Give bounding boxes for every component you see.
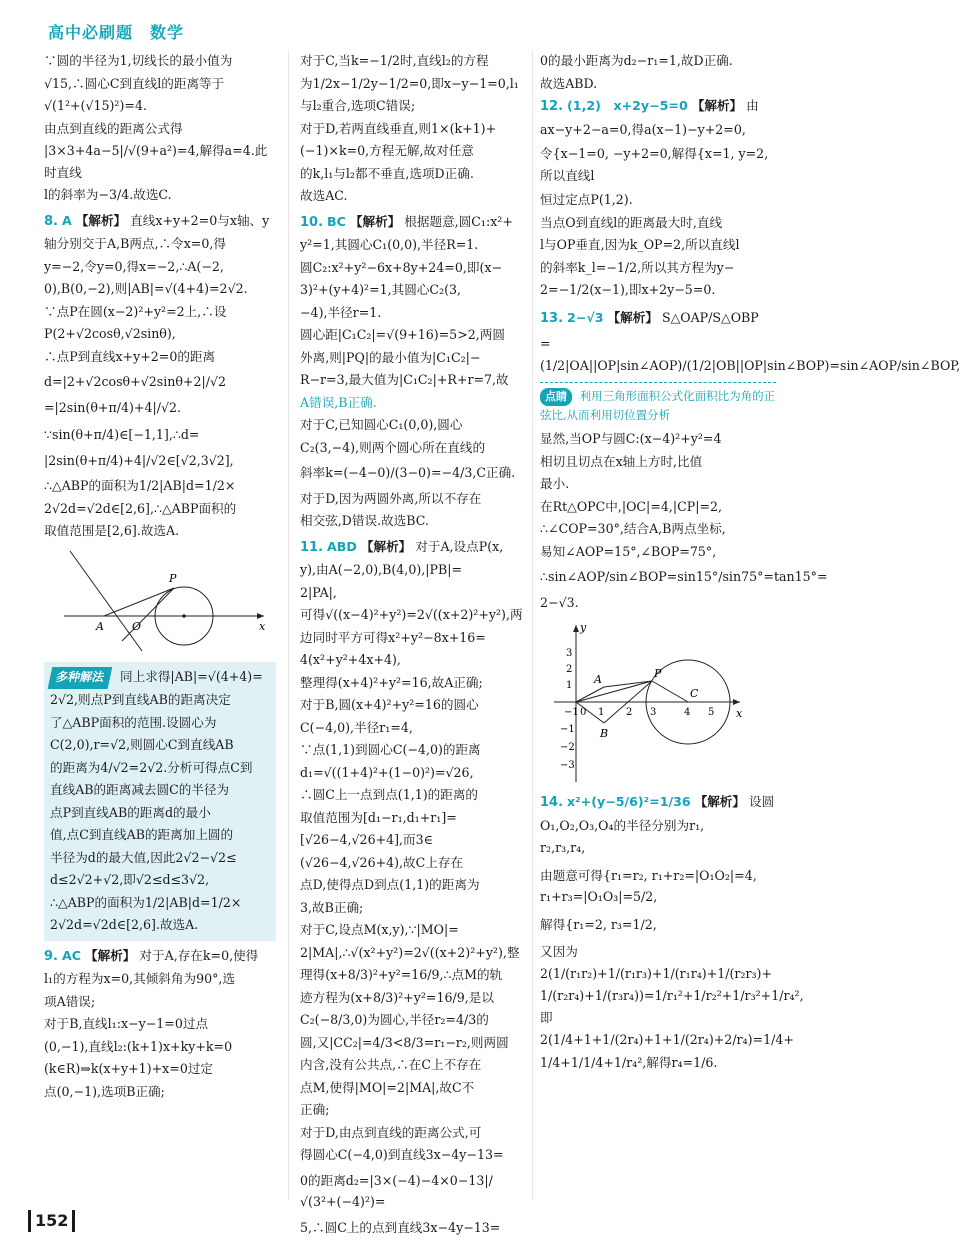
text-line: ∴∠COP=30°,结合A,B两点坐标, — [540, 521, 726, 536]
text-line: 同上求得|AB|=√(4+4)= — [120, 668, 263, 684]
formula-line: 斜率k=(−4−0)/(3−0)=−4/3,C正确. — [300, 465, 516, 480]
text-line: 对于D,因为两圆外离,所以不存在 — [300, 490, 482, 506]
text-line: 0),B(0,−2),则|AB|=√(4+4)=2√2. — [44, 281, 248, 296]
text-line: 点M,使得|MO|=2|MA|,故C不 — [300, 1079, 475, 1095]
tick-label: 3 — [650, 707, 657, 718]
center-point — [182, 614, 186, 618]
tip-box — [540, 382, 776, 424]
text-line: y²=1,其圆心C₁(0,0),半径R=1. — [300, 237, 479, 252]
text-line: 迹方程为(x+8/3)²+y²=16/9,是以 — [300, 989, 494, 1005]
text-line: 理得(x+8/3)²+y²=16/9,∴点M的轨 — [300, 967, 503, 982]
text-line: 3,故B正确; — [300, 899, 364, 915]
text-line: 整理得(x+4)²+y²=16,故A正确; — [300, 674, 483, 690]
answer-label: (1,2) x+2y−5=0 — [567, 98, 688, 113]
label-a: A — [594, 673, 602, 686]
text-line: 点(0,−1),选项B正确; — [44, 1083, 165, 1099]
text-line: 圆C₂:x²+y²−6x+8y+24=0,即(x− — [300, 259, 503, 275]
formula-line: 由题意可得{r₁=r₂, r₁+r₂=|O₁O₂|=4, r₁+r₃=|O₁O₃|=5/2, — [540, 867, 757, 904]
text-line: 对于C,设点M(x,y),∵|MO|= — [300, 922, 459, 937]
tip-tag: 点睛 — [540, 388, 572, 406]
tick-label: −1 — [564, 707, 579, 718]
figure-circle-line — [44, 546, 276, 656]
segment-pc — [652, 681, 688, 702]
q7-continuation — [44, 50, 276, 206]
label-x: x — [259, 619, 266, 633]
text-line: 0的最小距离为d₂−r₁=1,故D正确. — [540, 53, 733, 68]
text-line: 2√2d=√2d∈[2,6],∴△ABP面积的 — [44, 500, 237, 516]
text-line: y),由A(−2,0),B(4,0),|PB|= — [300, 562, 463, 577]
column-right — [540, 50, 960, 1074]
text-line: 在Rt△OPC中,|OC|=4,|CP|=2, — [540, 498, 723, 514]
question-12 — [540, 95, 776, 301]
text-line: 点D,使得点D到点(1,1)的距离为 — [300, 877, 480, 892]
text-line: 相切且切点在x轴上方时,比值 — [540, 453, 703, 469]
answer-label: x²+(y−5/6)²=1/36 — [567, 794, 691, 809]
question-number: 12. — [540, 99, 564, 114]
x-axis-arrow — [257, 613, 264, 619]
formula-line: 1/(r₂r₄)+1/(r₃r₄))=1/r₁²+1/r₂²+1/r₃²+1/r₄²,即 — [540, 988, 804, 1025]
text-line: l的斜率为−3/4.故选C. — [44, 187, 172, 202]
question-number: 8. — [44, 213, 58, 229]
text-line: 正确; — [300, 1102, 330, 1117]
text-line: (√26−4,√26+4),故C上存在 — [300, 854, 464, 870]
text-line: O₁,O₂,O₃,O₄的半径分别为r₁, — [540, 817, 705, 833]
segment-oa — [576, 687, 604, 702]
text-line: 2√2d=√2d∈[2,6].故选A. — [50, 917, 199, 932]
q9-continuation — [300, 50, 524, 207]
text-line: 2=−1/2(x−1),即x+2y−5=0. — [540, 282, 716, 297]
text-line: ∴△ABP的面积为1/2|AB|d=1/2× — [44, 478, 236, 493]
analysis-label: 【解析】 — [360, 538, 412, 554]
column-divider — [288, 50, 289, 1200]
tick-label: 2 — [566, 664, 573, 675]
text-line: P(2+√2cosθ,√2sinθ), — [44, 326, 176, 341]
text-line: 2|MA|,∴√(x²+y²)=2√((x+2)²+y²),整 — [300, 944, 520, 960]
text-line: d≤2√2+√2,即√2≤d≤3√2, — [50, 872, 210, 887]
text-line: 内含,没有公共点,∴在C上不存在 — [300, 1057, 482, 1072]
text-line: A错误,B正确. — [300, 394, 377, 410]
text-line: l₁的方程为x=0,其倾斜角为90°,选 — [44, 971, 236, 986]
text-line: 由 — [746, 98, 759, 113]
text-line: 故选ABD. — [540, 75, 598, 91]
tick-label: −2 — [560, 742, 575, 753]
analysis-label: 【解析】 — [75, 212, 127, 228]
q11-continuation — [540, 50, 776, 94]
tick-label: 0 — [580, 707, 587, 718]
tick-label: 2 — [626, 707, 633, 718]
tangent-line — [104, 588, 174, 616]
analysis-label: 【解析】 — [85, 947, 136, 963]
question-number: 9. — [44, 948, 58, 964]
answer-label: A — [62, 212, 72, 228]
text-line: 对于B,直线l₁:x−y−1=0过点 — [44, 1016, 209, 1031]
text-line: 2√2,则点P到直线AB的距离决定 — [50, 692, 231, 707]
tick-label: −1 — [560, 724, 575, 735]
label-y: y — [580, 621, 587, 634]
analysis-label: 【解析】 — [607, 309, 658, 325]
text-line: 显然,当OP与圆C:(x−4)²+y²=4 — [540, 431, 722, 446]
question-14 — [540, 791, 804, 1073]
text-line: 由点到直线的距离公式得 — [44, 120, 183, 136]
tick-label: 3 — [566, 648, 573, 659]
text-line: 对于D,由点到直线的距离公式,可 — [300, 1124, 482, 1140]
text-line: C(−4,0),半径r₁=4, — [300, 719, 413, 735]
text-line: 2−√3. — [540, 594, 579, 610]
text-line: (0,−1),直线l₂:(k+1)x+ky+k=0 — [44, 1038, 233, 1054]
text-line: 取值范围为[d₁−r₁,d₁+r₁]= — [300, 809, 457, 825]
tip-text: 利用三角形面积公式化面积比为角的正弦比,从而利用切位置分析 — [540, 389, 776, 422]
formula-line: 令{x−1=0, −y+2=0,解得{x=1, y=2,所以直线l — [540, 146, 769, 183]
text-line: 设圆 — [749, 794, 775, 809]
formula-line: 1/4+1/1/4+1/r₄²,解得r₄=1/6. — [540, 1054, 718, 1070]
text-line: 3)²+(y+4)²=1,其圆心C₂(3, — [300, 282, 462, 297]
figure-q13-graph — [540, 617, 776, 787]
text-line: 半径为d的最大值,因此2√2−√2≤ — [50, 849, 237, 865]
text-line: 值,点C到直线AB的距离加上圆的 — [50, 827, 234, 842]
text-line: |3×3+4a−5|/√(9+a²)=4,解得a=4.此时直线 — [44, 143, 268, 180]
text-line: 直线AB的距离减去圆C的半径为 — [50, 782, 230, 797]
line-ab — [70, 551, 142, 651]
text-line: 的斜率k_l=−1/2,所以其方程为y− — [540, 259, 735, 275]
text-line: 得圆心C(−4,0)到直线3x−4y−13= — [300, 1147, 504, 1162]
text-line: 对于A,存在k=0,使得 — [139, 947, 259, 963]
text-line: (−1)×k=0,方程无解,故对任意 — [300, 143, 474, 158]
question-number: 14. — [540, 795, 564, 810]
text-line: ∵点(1,1)到圆心C(−4,0)的距离 — [300, 742, 481, 757]
text-line: R−r=3,最大值为|C₁C₂|+R+r=7,故 — [300, 372, 509, 387]
text-line: C₂(−8/3,0)为圆心,半径r₂=4/3的 — [300, 1012, 489, 1027]
analysis-label: 【解析】 — [349, 213, 401, 229]
alternative-solution-box — [44, 662, 276, 941]
formula-line: 0的距离d₂=|3×(−4)−4×0−13|/√(3²+(−4)²)= — [300, 1172, 493, 1209]
text-line: 可得√((x−4)²+y²)=2√((x+2)²+y²),两 — [300, 607, 523, 622]
tick-label: 1 — [598, 707, 605, 718]
text-line: 对于D,若两直线垂直,则1×(k+1)+ — [300, 120, 497, 136]
text-line: l与OP垂直,因为k_OP=2,所以直线l — [540, 237, 740, 252]
question-9 — [44, 945, 276, 1103]
question-number: 10. — [300, 214, 324, 230]
text-line: 恒过定点P(1,2). — [540, 192, 633, 207]
text-line: r₂,r₃,r₄, — [540, 840, 586, 855]
text-line: 点P到直线AB的距离d的最小 — [50, 804, 211, 820]
x-axis-arrow — [733, 699, 740, 705]
tangent-line — [122, 588, 174, 641]
y-axis-arrow — [573, 625, 579, 632]
page-header-title: 高中必刷题 数学 — [48, 23, 185, 42]
tick-label: 1 — [566, 680, 573, 691]
label-p: P — [169, 571, 177, 585]
text-line: 轴分别交于A,B两点,∴令x=0,得 — [44, 236, 226, 251]
label-b: B — [600, 727, 609, 740]
text-line: [√26−4,√26+4],而3∈ — [300, 832, 433, 847]
text-line: 圆,又|CC₂|=4/3<8/3=r₁−r₂,则两圆 — [300, 1034, 509, 1050]
text-line: C(2,0),r=√2,则圆心C到直线AB — [50, 737, 234, 752]
formula-line: |2sin(θ+π/4)+4|/√2∈[√2,3√2], — [44, 452, 234, 468]
text-line: ∴点P到直线x+y+2=0的距离 — [44, 348, 216, 364]
formula-line: ∴sin∠AOP/sin∠BOP=sin15°/sin75°=tan15°= — [540, 569, 828, 584]
text-line: 对于C,当k=−1/2时,直线l₂的方程 — [300, 53, 489, 68]
text-line: 项A错误; — [44, 993, 96, 1009]
label-o: O — [132, 619, 142, 633]
formula-line: d=|2+√2cosθ+√2sinθ+2|/√2 — [44, 374, 227, 389]
answer-label: ABD — [327, 538, 357, 554]
text-line: d₁=√((1+4)²+(1−0)²)=√26, — [300, 764, 474, 780]
text-line: ∵圆的半径为1,切线长的最小值为 — [44, 53, 233, 68]
formula-line: =|2sin(θ+π/4)+4|/√2. — [44, 399, 181, 415]
alternative-solution-tag: 多种解法 — [48, 667, 113, 689]
formula-line: =(1/2|OA||OP|sin∠AOP)/(1/2|OB||OP|sin∠BOP)=sin∠AOP/sin∠BOP, — [540, 336, 960, 373]
formula-line: S△OAP/S△OBP — [661, 309, 759, 325]
text-line: 直线x+y+2=0与x轴、y — [130, 212, 270, 228]
answer-label: AC — [62, 947, 81, 963]
text-line: −4),半径r=1. — [300, 304, 382, 320]
page-number: 152 — [28, 1210, 75, 1232]
label-p: P — [654, 667, 662, 680]
text-line: 的距离为4/√2=2√2.分析可得点C到 — [50, 759, 253, 775]
column-middle — [300, 50, 524, 1239]
text-line: (k∈R)⇒k(x+y+1)+x=0过定 — [44, 1061, 214, 1076]
tick-label: 5 — [708, 707, 715, 718]
text-line: ∵sin(θ+π/4)∈[−1,1],∴d= — [44, 427, 200, 442]
question-10 — [300, 211, 524, 532]
text-line: 边同时平方可得x²+y²−8x+16= — [300, 629, 486, 645]
text-line: 外离,则|PQ|的最小值为|C₁C₂|− — [300, 349, 481, 365]
text-line: C₂(3,−4),则两个圆心所在直线的 — [300, 439, 486, 455]
tick-label: 4 — [684, 707, 691, 718]
formula-line: 解得{r₁=2, r₃=1/2, — [540, 916, 657, 932]
question-number: 13. — [540, 310, 564, 326]
analysis-label: 【解析】 — [694, 794, 745, 809]
tick-label: −3 — [560, 760, 575, 771]
text-line: 根据题意,圆C₁:x²+ — [404, 213, 513, 229]
text-line: 圆心距|C₁C₂|=√(9+16)=5>2,两圆 — [300, 327, 505, 342]
question-11 — [300, 536, 524, 1239]
label-c: C — [690, 687, 699, 700]
text-line: 为1/2x−1/2y−1/2=0,即x−y−1=0,l₁ — [300, 75, 519, 91]
formula-line: 2(1/4+1+1/(2r₄)+1+1/(2r₄)+2/r₄)=1/4+ — [540, 1032, 794, 1047]
text-line: 对于C,已知圆心C₁(0,0),圆心 — [300, 417, 463, 432]
label-x: x — [736, 707, 743, 720]
text-line: y=−2,令y=0,得x=−2,∴A(−2, — [44, 258, 224, 274]
text-line: 的k,l₁与l₂都不垂直,选项D正确. — [300, 165, 474, 181]
text-line: √(1²+(√15)²)=4. — [44, 98, 147, 113]
text-line: 取值范围是[2,6].故选A. — [44, 523, 180, 538]
text-line: √15,∴圆心C到直线l的距离等于 — [44, 75, 225, 91]
text-line: 易知∠AOP=15°,∠BOP=75°, — [540, 543, 717, 559]
text-line: ∴△ABP的面积为1/2|AB|d=1/2× — [50, 894, 242, 910]
analysis-label: 【解析】 — [691, 98, 743, 113]
text-line: ∵点P在圆(x−2)²+y²=2上,∴设 — [44, 303, 227, 319]
question-number: 11. — [300, 539, 324, 555]
text-line: 当点O到直线l的距离最大时,直线 — [540, 214, 723, 230]
segment-ap — [604, 681, 652, 687]
text-line: 与l₂重合,选项C错误; — [300, 98, 416, 113]
column-left — [44, 50, 276, 1103]
text-line: ∴圆C上一点到点(1,1)的距离的 — [300, 787, 479, 802]
text-line: 对于B,圆(x+4)²+y²=16的圆心 — [300, 697, 479, 712]
text-line: 故选AC. — [300, 188, 348, 203]
text-line: 对于A,设点P(x, — [415, 538, 504, 554]
text-line: 最小. — [540, 476, 570, 491]
text-line: 了△ABP面积的范围.设圆心为 — [50, 714, 217, 730]
text-line: 相交弦,D错误.故选BC. — [300, 513, 429, 528]
question-8 — [44, 210, 276, 542]
answer-label: BC — [327, 213, 346, 229]
label-a: A — [96, 619, 104, 633]
text-line: ax−y+2−a=0,得a(x−1)−y+2=0, — [540, 121, 746, 137]
column-divider — [532, 50, 533, 1200]
formula-line: 又因为2(1/(r₁r₂)+1/(r₁r₃)+1/(r₁r₄)+1/(r₂r₃)+ — [540, 944, 773, 981]
text-line: 5,∴圆C上的点到直线3x−4y−13= — [300, 1219, 501, 1235]
question-13 — [540, 307, 960, 614]
answer-label: 2−√3 — [567, 309, 604, 325]
text-line: 4(x²+y²+4x+4), — [300, 652, 401, 667]
text-line: 2|PA|, — [300, 584, 337, 600]
